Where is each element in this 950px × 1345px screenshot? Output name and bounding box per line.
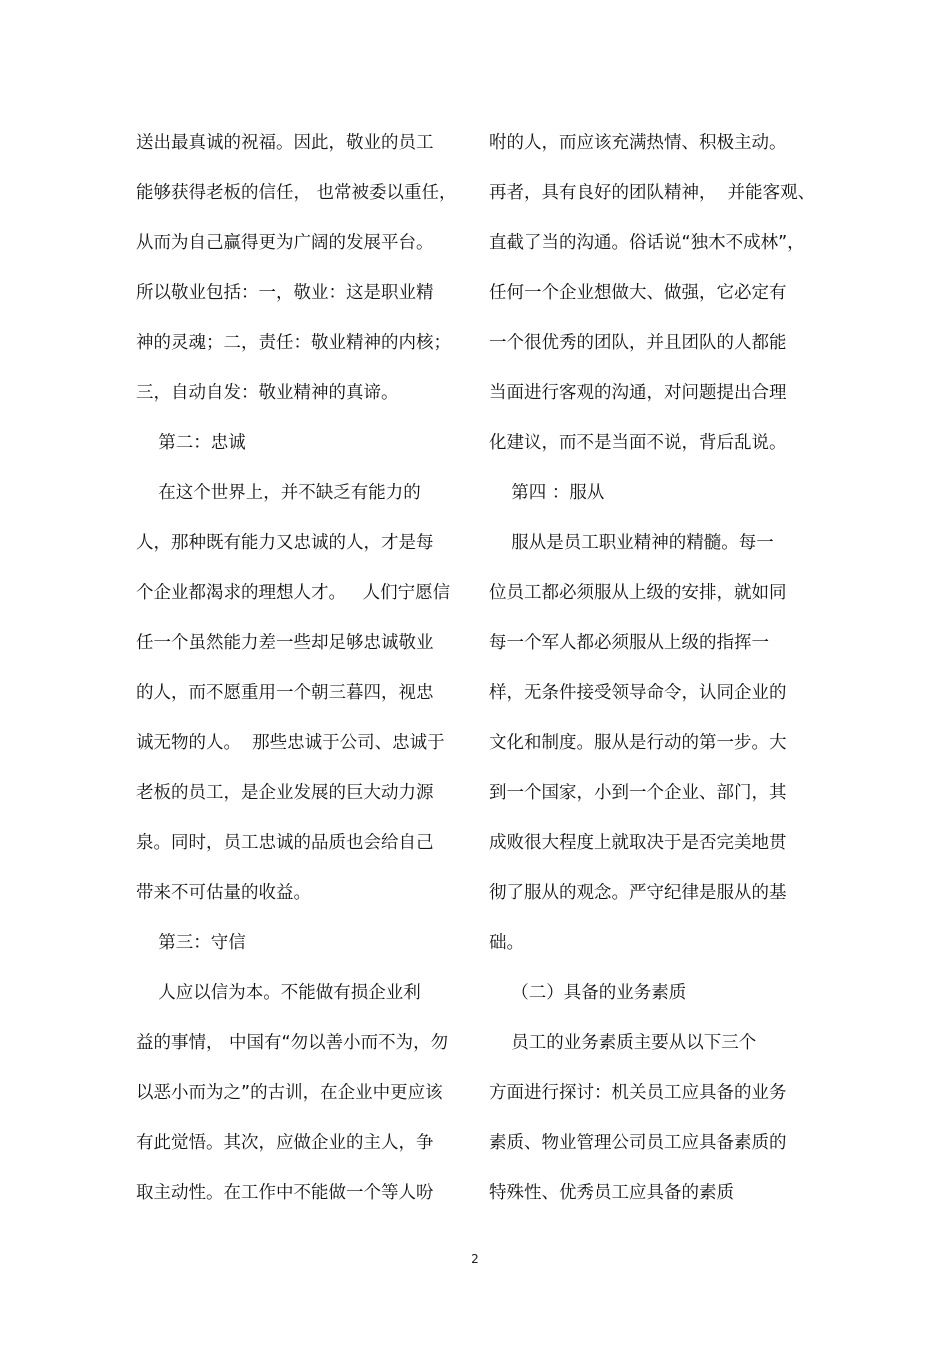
text-line: 位员工都必须服从上级的安排，就如同: [489, 583, 787, 603]
text-line: 所以敬业包括：一，敬业：这是职业精: [136, 283, 434, 303]
text-line: 成败很大程度上就取决于是否完美地贯: [489, 833, 787, 853]
text-line: 特殊性、优秀员工应具备的素质: [489, 1183, 734, 1203]
text-line: 样，无条件接受领导命令，认同企业的: [489, 683, 787, 703]
text-line: 础。: [489, 933, 524, 953]
text-line: 能够获得老板的信任， 也常被委以重任，: [136, 183, 457, 203]
text-line: 有此觉悟。其次，应做企业的主人，争: [136, 1133, 434, 1153]
text-line: 任何一个企业想做大、做强，它必定有: [489, 283, 787, 303]
text-line: 员工的业务素质主要从以下三个: [489, 1033, 757, 1053]
text-line: （二）具备的业务素质: [489, 983, 687, 1003]
page-number: 2: [471, 1252, 479, 1266]
right-text-column: [489, 118, 814, 1218]
left-text-column: [136, 118, 466, 1218]
text-line: 个企业都渴求的理想人才。 人们宁愿信: [136, 583, 451, 603]
text-line: 三，自动自发：敬业精神的真谛。: [136, 383, 399, 403]
text-line: 第三：守信: [136, 933, 246, 953]
text-line: 服从是员工职业精神的精髓。每一: [489, 533, 774, 553]
text-line: 老板的员工，是企业发展的巨大动力源: [136, 783, 434, 803]
text-line: 诚无物的人。 那些忠诚于公司、忠诚于: [136, 733, 445, 753]
text-line: 送出最真诚的祝福。因此，敬业的员工: [136, 133, 434, 153]
text-line: 取主动性。在工作中不能做一个等人吩: [136, 1183, 434, 1203]
text-line: 在这个世界上，并不缺乏有能力的: [136, 483, 421, 503]
text-line: 当面进行客观的沟通，对问题提出合理: [489, 383, 787, 403]
text-line: 神的灵魂；二，责任：敬业精神的内核；: [136, 333, 451, 353]
text-line: 带来不可估量的收益。: [136, 883, 311, 903]
text-line: 从而为自己赢得更为广阔的发展平台。: [136, 233, 434, 253]
text-line: 咐的人，而应该充满热情、积极主动。: [489, 133, 787, 153]
text-line: 益的事情， 中国有“勿以善小而不为，勿: [136, 1033, 449, 1053]
text-line: 人应以信为本。不能做有损企业利: [136, 983, 421, 1003]
text-line: 彻了服从的观念。严守纪律是服从的基: [489, 883, 787, 903]
text-line: 泉。同时，员工忠诚的品质也会给自己: [136, 833, 434, 853]
text-line: 人，那种既有能力又忠诚的人，才是每: [136, 533, 434, 553]
text-line: 第四 ：服从: [489, 483, 605, 503]
text-line: 再者，具有良好的团队精神， 并能客观、: [489, 183, 816, 203]
text-line: 每一个军人都必须服从上级的指挥一: [489, 633, 769, 653]
text-line: 到一个国家，小到一个企业、部门，其: [489, 783, 787, 803]
text-line: 直截了当的沟通。俗话说“独木不成林”，: [489, 233, 805, 253]
text-line: 素质、物业管理公司员工应具备素质的: [489, 1133, 787, 1153]
text-line: 文化和制度。服从是行动的第一步。大: [489, 733, 787, 753]
text-line: 方面进行探讨：机关员工应具备的业务: [489, 1083, 787, 1103]
text-line: 一个很优秀的团队，并且团队的人都能: [489, 333, 787, 353]
text-line: 以恶小而为之”的古训，在企业中更应该: [136, 1083, 443, 1103]
text-line: 第二：忠诚: [136, 433, 246, 453]
text-line: 的人，而不愿重用一个朝三暮四，视忠: [136, 683, 434, 703]
text-line: 化建议，而不是当面不说，背后乱说。: [489, 433, 787, 453]
text-line: 任一个虽然能力差一些却足够忠诚敬业: [136, 633, 434, 653]
